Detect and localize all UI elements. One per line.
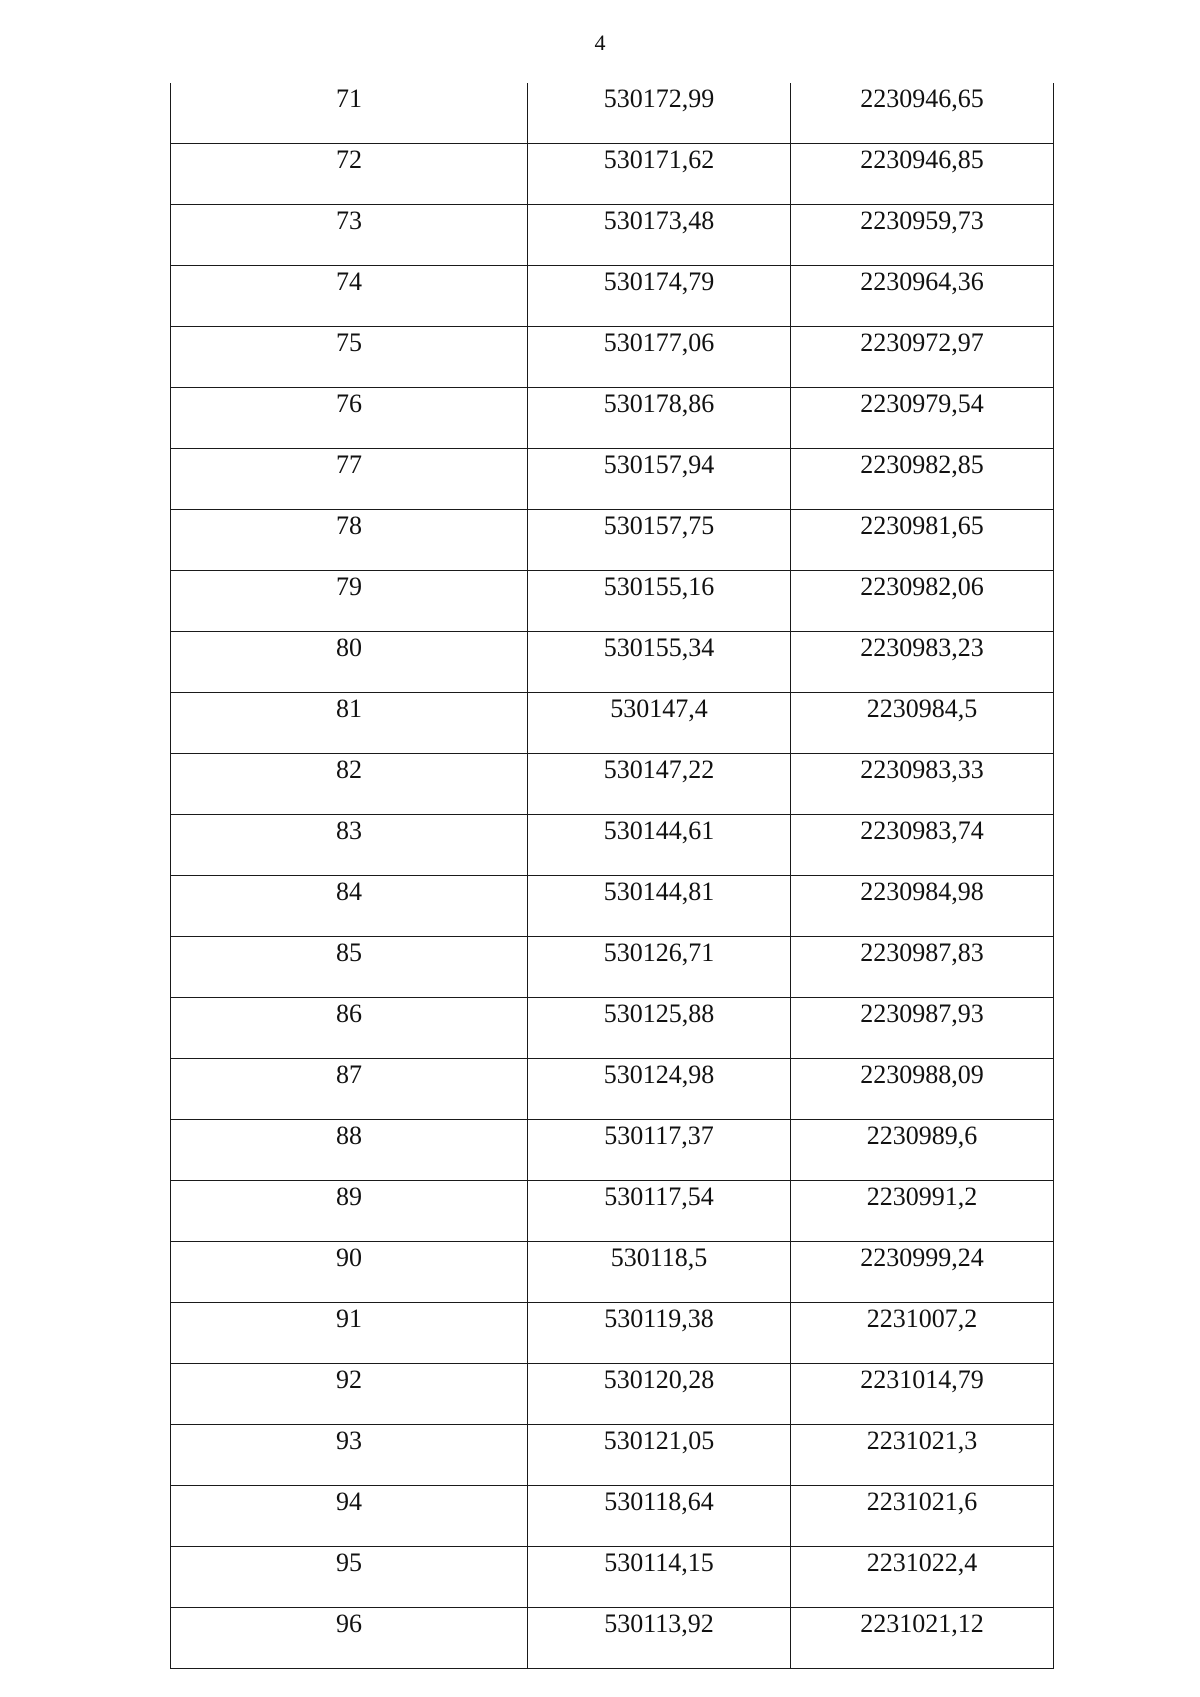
table-row bbox=[171, 205, 1054, 266]
x-coordinate-cell: 530120,28 bbox=[528, 1364, 791, 1425]
point-number-cell: 94 bbox=[171, 1486, 528, 1547]
coordinates-table-body bbox=[171, 83, 1054, 1669]
point-number-cell: 90 bbox=[171, 1242, 528, 1303]
y-coordinate-cell: 2230964,36 bbox=[791, 266, 1054, 327]
x-coordinate-cell: 530157,94 bbox=[528, 449, 791, 510]
x-coordinate-cell: 530125,88 bbox=[528, 998, 791, 1059]
y-coordinate-cell: 2230946,65 bbox=[791, 83, 1054, 144]
point-number-cell: 76 bbox=[171, 388, 528, 449]
table-row bbox=[171, 632, 1054, 693]
table-row bbox=[171, 1120, 1054, 1181]
point-number-cell: 93 bbox=[171, 1425, 528, 1486]
y-coordinate-cell: 2230988,09 bbox=[791, 1059, 1054, 1120]
y-coordinate-cell: 2231021,6 bbox=[791, 1486, 1054, 1547]
y-coordinate-cell: 2230979,54 bbox=[791, 388, 1054, 449]
x-coordinate-cell: 530114,15 bbox=[528, 1547, 791, 1608]
x-coordinate-cell: 530113,92 bbox=[528, 1608, 791, 1669]
point-number-cell: 89 bbox=[171, 1181, 528, 1242]
x-coordinate-cell: 530126,71 bbox=[528, 937, 791, 998]
point-number-cell: 81 bbox=[171, 693, 528, 754]
table-row bbox=[171, 388, 1054, 449]
point-number-cell: 83 bbox=[171, 815, 528, 876]
table-row bbox=[171, 144, 1054, 205]
table-row bbox=[171, 876, 1054, 937]
y-coordinate-cell: 2230987,93 bbox=[791, 998, 1054, 1059]
table-row bbox=[171, 266, 1054, 327]
point-number-cell: 82 bbox=[171, 754, 528, 815]
x-coordinate-cell: 530118,64 bbox=[528, 1486, 791, 1547]
y-coordinate-cell: 2230983,33 bbox=[791, 754, 1054, 815]
table-row bbox=[171, 83, 1054, 144]
table-row bbox=[171, 1547, 1054, 1608]
y-coordinate-cell: 2230984,5 bbox=[791, 693, 1054, 754]
point-number-cell: 71 bbox=[171, 83, 528, 144]
point-number-cell: 74 bbox=[171, 266, 528, 327]
table-row bbox=[171, 1486, 1054, 1547]
x-coordinate-cell: 530117,37 bbox=[528, 1120, 791, 1181]
table-row bbox=[171, 1364, 1054, 1425]
point-number-cell: 84 bbox=[171, 876, 528, 937]
point-number-cell: 73 bbox=[171, 205, 528, 266]
table-row bbox=[171, 815, 1054, 876]
table-row bbox=[171, 1181, 1054, 1242]
table-row bbox=[171, 937, 1054, 998]
x-coordinate-cell: 530155,16 bbox=[528, 571, 791, 632]
table-row bbox=[171, 1425, 1054, 1486]
table-row bbox=[171, 1242, 1054, 1303]
point-number-cell: 75 bbox=[171, 327, 528, 388]
point-number-cell: 85 bbox=[171, 937, 528, 998]
x-coordinate-cell: 530147,22 bbox=[528, 754, 791, 815]
x-coordinate-cell: 530172,99 bbox=[528, 83, 791, 144]
x-coordinate-cell: 530118,5 bbox=[528, 1242, 791, 1303]
y-coordinate-cell: 2231021,12 bbox=[791, 1608, 1054, 1669]
x-coordinate-cell: 530124,98 bbox=[528, 1059, 791, 1120]
y-coordinate-cell: 2230983,74 bbox=[791, 815, 1054, 876]
point-number-cell: 88 bbox=[171, 1120, 528, 1181]
table-row bbox=[171, 1059, 1054, 1120]
y-coordinate-cell: 2231021,3 bbox=[791, 1425, 1054, 1486]
y-coordinate-cell: 2230987,83 bbox=[791, 937, 1054, 998]
y-coordinate-cell: 2230981,65 bbox=[791, 510, 1054, 571]
x-coordinate-cell: 530144,61 bbox=[528, 815, 791, 876]
x-coordinate-cell: 530147,4 bbox=[528, 693, 791, 754]
x-coordinate-cell: 530177,06 bbox=[528, 327, 791, 388]
table-row bbox=[171, 693, 1054, 754]
point-number-cell: 80 bbox=[171, 632, 528, 693]
table-row bbox=[171, 754, 1054, 815]
x-coordinate-cell: 530119,38 bbox=[528, 1303, 791, 1364]
point-number-cell: 95 bbox=[171, 1547, 528, 1608]
y-coordinate-cell: 2230982,06 bbox=[791, 571, 1054, 632]
y-coordinate-cell: 2230989,6 bbox=[791, 1120, 1054, 1181]
point-number-cell: 87 bbox=[171, 1059, 528, 1120]
table-row bbox=[171, 510, 1054, 571]
y-coordinate-cell: 2230982,85 bbox=[791, 449, 1054, 510]
point-number-cell: 72 bbox=[171, 144, 528, 205]
y-coordinate-cell: 2230983,23 bbox=[791, 632, 1054, 693]
y-coordinate-cell: 2230959,73 bbox=[791, 205, 1054, 266]
y-coordinate-cell: 2230946,85 bbox=[791, 144, 1054, 205]
point-number-cell: 96 bbox=[171, 1608, 528, 1669]
table-row bbox=[171, 327, 1054, 388]
point-number-cell: 86 bbox=[171, 998, 528, 1059]
y-coordinate-cell: 2230991,2 bbox=[791, 1181, 1054, 1242]
y-coordinate-cell: 2231007,2 bbox=[791, 1303, 1054, 1364]
table-row bbox=[171, 998, 1054, 1059]
page-number: 4 bbox=[594, 30, 606, 55]
x-coordinate-cell: 530178,86 bbox=[528, 388, 791, 449]
x-coordinate-cell: 530155,34 bbox=[528, 632, 791, 693]
point-number-cell: 79 bbox=[171, 571, 528, 632]
y-coordinate-cell: 2231022,4 bbox=[791, 1547, 1054, 1608]
x-coordinate-cell: 530171,62 bbox=[528, 144, 791, 205]
x-coordinate-cell: 530144,81 bbox=[528, 876, 791, 937]
table-row bbox=[171, 1608, 1054, 1669]
x-coordinate-cell: 530117,54 bbox=[528, 1181, 791, 1242]
coordinates-table bbox=[170, 83, 1054, 1669]
point-number-cell: 77 bbox=[171, 449, 528, 510]
x-coordinate-cell: 530121,05 bbox=[528, 1425, 791, 1486]
table-row bbox=[171, 1303, 1054, 1364]
y-coordinate-cell: 2230972,97 bbox=[791, 327, 1054, 388]
x-coordinate-cell: 530174,79 bbox=[528, 266, 791, 327]
table-row bbox=[171, 449, 1054, 510]
point-number-cell: 78 bbox=[171, 510, 528, 571]
table-row bbox=[171, 571, 1054, 632]
x-coordinate-cell: 530173,48 bbox=[528, 205, 791, 266]
y-coordinate-cell: 2230984,98 bbox=[791, 876, 1054, 937]
point-number-cell: 92 bbox=[171, 1364, 528, 1425]
x-coordinate-cell: 530157,75 bbox=[528, 510, 791, 571]
y-coordinate-cell: 2231014,79 bbox=[791, 1364, 1054, 1425]
point-number-cell: 91 bbox=[171, 1303, 528, 1364]
y-coordinate-cell: 2230999,24 bbox=[791, 1242, 1054, 1303]
